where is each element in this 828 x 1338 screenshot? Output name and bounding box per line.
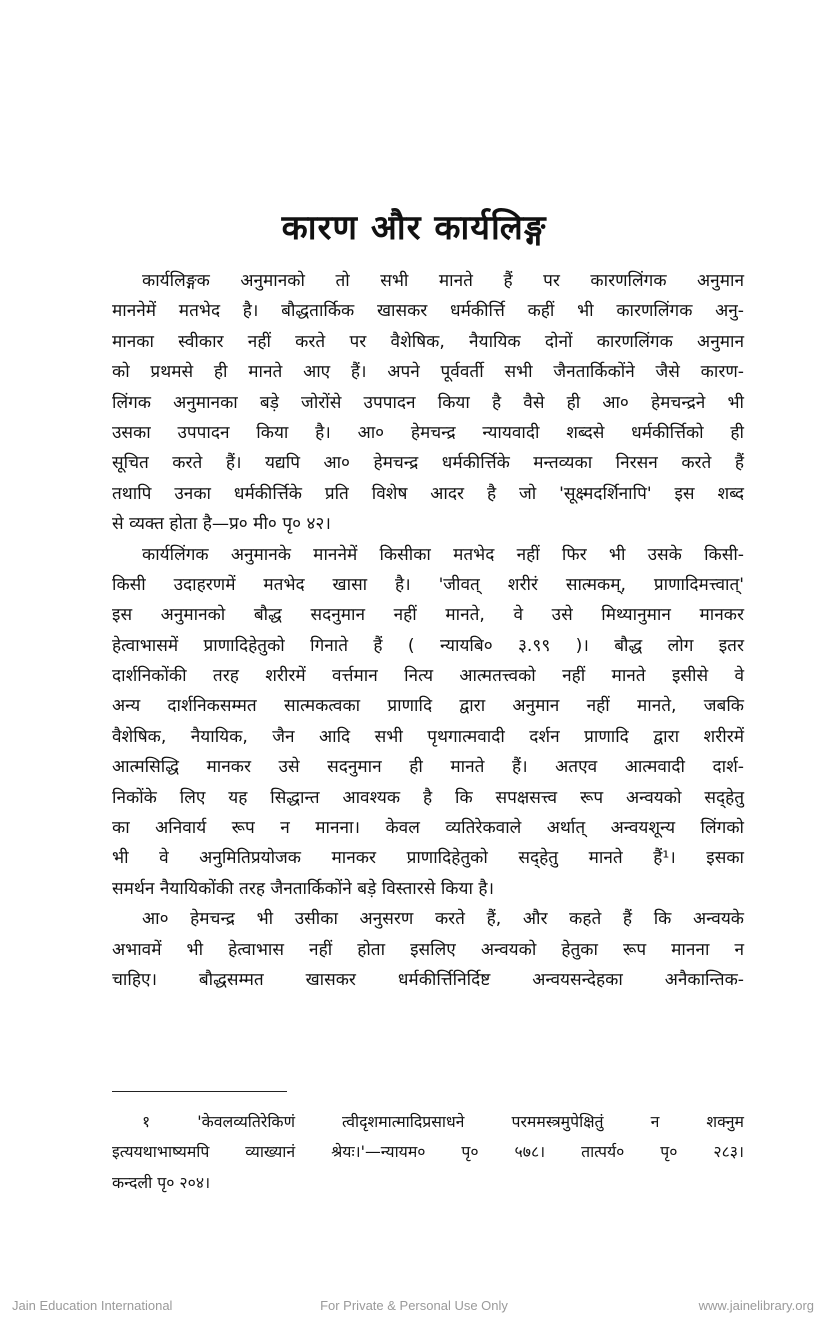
- text-line: समर्थन नैयायिकोंकी तरह जैनतार्किकोंने बड़े विस्तारसे किया है।: [112, 878, 494, 899]
- text-line: सूचित करते हैं। यद्यपि आ० हेमचन्द्र धर्मकीर्त्तिके मन्तव्यका निरसन करते हैं: [112, 453, 744, 474]
- footnote-line: कन्दली पृ० २०४।: [112, 1172, 211, 1192]
- text-line: अन्य दार्शनिकसम्मत सात्मकत्वका प्राणादि द्वारा अनुमान नहीं मानते, जबकि: [112, 696, 744, 717]
- footnote-line: १ 'केवलव्यतिरेकिणं त्वीदृशमात्मादिप्रसाधने परममस्त्रमुपेक्षितुं न शक्नुम: [142, 1112, 744, 1131]
- paragraph-3: [112, 904, 744, 995]
- text-line: हेत्वाभासमें प्राणादिहेतुको गिनाते हैं ( न्यायबि० ३.९९ )। बौद्ध लोग इतर: [112, 635, 744, 656]
- footer-usage-notice: For Private & Personal Use Only: [320, 1298, 508, 1313]
- paragraph-2: [112, 540, 744, 905]
- text-line: इस अनुमानको बौद्ध सदनुमान नहीं मानते, वे उसे मिथ्यानुमान मानकर: [112, 605, 744, 626]
- body-text: [112, 266, 744, 995]
- text-line: कार्यलिङ्गक अनुमानको तो सभी मानते हैं पर कारणलिंगक अनुमान: [142, 271, 744, 291]
- footnote-divider: [112, 1091, 287, 1092]
- text-line: उसका उपपादन किया है। आ० हेमचन्द्र न्यायवादी शब्दसे धर्मकीर्त्तिको ही: [112, 422, 744, 443]
- text-line: निकोंके लिए यह सिद्धान्त आवश्यक है कि सपक्षसत्त्व रूप अन्वयको सद्हेतु: [112, 787, 744, 808]
- text-line: मानका स्वीकार नहीं करते पर वैशेषिक, नैयायिक दोनों कारणलिंगक अनुमान: [112, 331, 744, 352]
- footer-publisher: Jain Education International: [12, 1298, 173, 1313]
- text-line: अभावमें भी हेत्वाभास नहीं होता इसलिए अन्वयको हेतुका रूप मानना न: [112, 939, 744, 960]
- text-line: को प्रथमसे ही मानते आए हैं। अपने पूर्ववर्ती सभी जैनतार्किकोंने जैसे कारण-: [112, 362, 744, 383]
- paragraph-1: [112, 266, 744, 540]
- footnotes: [112, 1105, 744, 1196]
- footer-website: www.jainelibrary.org: [698, 1298, 814, 1313]
- text-line: किसी उदाहरणमें मतभेद खासा है। 'जीवत् शरीरं सात्मकम्, प्राणादिमत्त्वात्': [112, 574, 744, 595]
- text-line: चाहिए। बौद्धसम्मत खासकर धर्मकीर्त्तिनिर्दिष्ट अन्वयसन्देहका अनैकान्तिक-: [112, 969, 744, 990]
- text-line: से व्यक्त होता है—प्र० मी० पृ० ४२।: [112, 514, 331, 535]
- page-footer: [0, 1298, 828, 1318]
- footnote-line: इत्ययथाभाष्यमपि व्याख्यानं श्रेयः।'—न्यायम० पृ० ५७८। तात्पर्य० पृ० २८३।: [112, 1142, 744, 1162]
- footnote-1: [112, 1105, 744, 1196]
- text-line: आ० हेमचन्द्र भी उसीका अनुसरण करते हैं, और कहते हैं कि अन्वयके: [142, 909, 744, 930]
- text-line: लिंगक अनुमानका बड़े जोरोंसे उपपादन किया है वैसे ही आ० हेमचन्द्रने भी: [112, 392, 744, 413]
- text-line: माननेमें मतभेद है। बौद्धतार्किक खासकर धर्मकीर्त्ति कहीं भी कारणलिंगक अनु-: [112, 301, 744, 322]
- text-line: कार्यलिंगक अनुमानके माननेमें किसीका मतभेद नहीं फिर भी उसके किसी-: [142, 544, 744, 565]
- text-line: तथापि उनका धर्मकीर्त्तिके प्रति विशेष आदर है जो 'सूक्ष्मदर्शिनापि' इस शब्द: [112, 483, 744, 504]
- page-title: कारण और कार्यलिङ्ग: [281, 207, 547, 248]
- text-line: दार्शनिकोंकी तरह शरीरमें वर्त्तमान नित्य आत्मतत्त्वको नहीं मानते इसीसे वे: [112, 666, 744, 687]
- text-line: भी वे अनुमितिप्रयोजक मानकर प्राणादिहेतुको सद्हेतु मानते हैं¹। इसका: [112, 848, 744, 869]
- text-line: का अनिवार्य रूप न मानना। केवल व्यतिरेकवाले अर्थात् अन्वयशून्य लिंगको: [112, 818, 744, 839]
- text-line: आत्मसिद्धि मानकर उसे सदनुमान ही मानते हैं। अतएव आत्मवादी दार्श-: [112, 757, 744, 778]
- text-line: वैशेषिक, नैयायिक, जैन आदि सभी पृथगात्मवादी दर्शन प्राणादि द्वारा शरीरमें: [112, 726, 744, 747]
